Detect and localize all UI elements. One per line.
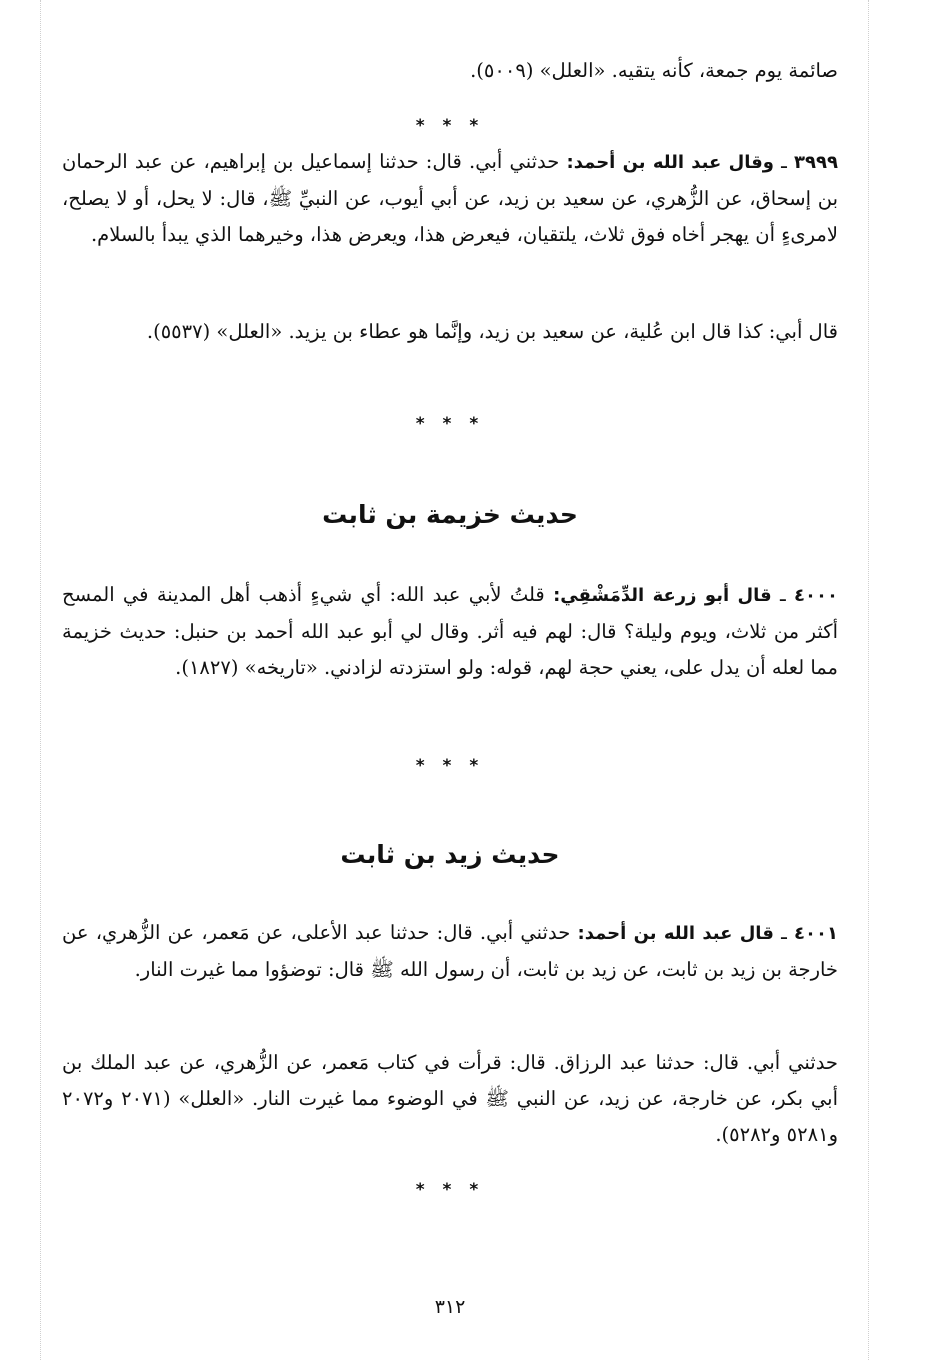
hadith-4001-note: حدثني أبي. قال: حدثنا عبد الرزاق. قال: قرأت في كتاب مَعمر، عن الزُّهري، عن عبد الملك بن أبي بكر، عن خارجة، عن زيد، عن النبي ﷺ في الوضوء مما غيرت النار. «العلل» (٢٠٧١ و٢٠٧٢ و٥٢٨١ و٥٢٨٢).	[62, 1051, 838, 1146]
margin-guide-right	[868, 0, 869, 1360]
hadith-dash: ـ	[771, 583, 795, 606]
separator-stars-3: * * *	[415, 756, 485, 776]
hadith-4001	[62, 915, 838, 988]
top-fragment: صائمة يوم جمعة، كأنه يتقيه. «العلل» (٥٠٠٩).	[470, 59, 838, 82]
hadith-number: ٤٠٠٠	[794, 585, 838, 606]
hadith-number: ٣٩٩٩	[794, 152, 838, 173]
section-title-zayd: حديث زيد بن ثابت	[340, 840, 560, 869]
hadith-body: حدثني أبي. قال: حدثنا إسماعيل بن إبراهيم، عن عبد الرحمان بن إسحاق، عن الزُّهري، عن سعيد بن زيد، عن أبي أيوب، عن النبيِّ ﷺ، قال: لا يحل، أو لا يصلح، لامرىءٍ أن يهجر أخاه فوق ثلاث، يلتقيان، فيعرض هذا، ويعرض هذا، وخيرهما الذي يبدأ بالسلام.	[62, 150, 838, 246]
hadith-3999-note: قال أبي: كذا قال ابن عُلية، عن سعيد بن زيد، وإنَّما هو عطاء بن يزيد. «العلل» (٥٥٣٧).	[146, 320, 838, 343]
hadith-3999	[62, 144, 838, 253]
hadith-narrator-lead: قال عبد الله بن أحمد:	[577, 923, 774, 944]
hadith-4000	[62, 577, 838, 686]
section-title-khuzayma: حديث خزيمة بن ثابت	[322, 500, 578, 529]
separator-stars-4: * * *	[415, 1180, 485, 1200]
page-number: ٣١٢	[434, 1296, 466, 1318]
hadith-narrator-lead: وقال عبد الله بن أحمد:	[566, 152, 774, 173]
hadith-body: حدثني أبي. قال: حدثنا عبد الأعلى، عن مَعمر، عن الزُّهري، عن خارجة بن زيد بن ثابت، عن زيد بن ثابت، أن رسول الله ﷺ قال: توضؤوا مما غيرت النار.	[62, 921, 838, 981]
separator-stars-1: * * *	[415, 116, 485, 136]
hadith-body: قلتُ لأبي عبد الله: أي شيءٍ أذهب أهل المدينة في المسح أكثر من ثلاث، ويوم وليلة؟ قال: لهم فيه أثر. وقال لي أبو عبد الله أحمد بن حنبل: حديث خزيمة مما لعله أن يدل على، يعني حجة لهم، قوله: ولو استزدته لزادني. «تاريخه» (١٨٢٧).	[62, 583, 838, 679]
separator-stars-2: * * *	[415, 414, 485, 434]
hadith-dash: ـ	[773, 150, 795, 173]
book-page	[62, 0, 838, 1360]
hadith-number: ٤٠٠١	[794, 923, 838, 944]
margin-guide-left	[40, 0, 41, 1360]
hadith-narrator-lead: قال أبو زرعة الدِّمَشْقِي:	[553, 585, 772, 606]
hadith-dash: ـ	[773, 921, 795, 944]
